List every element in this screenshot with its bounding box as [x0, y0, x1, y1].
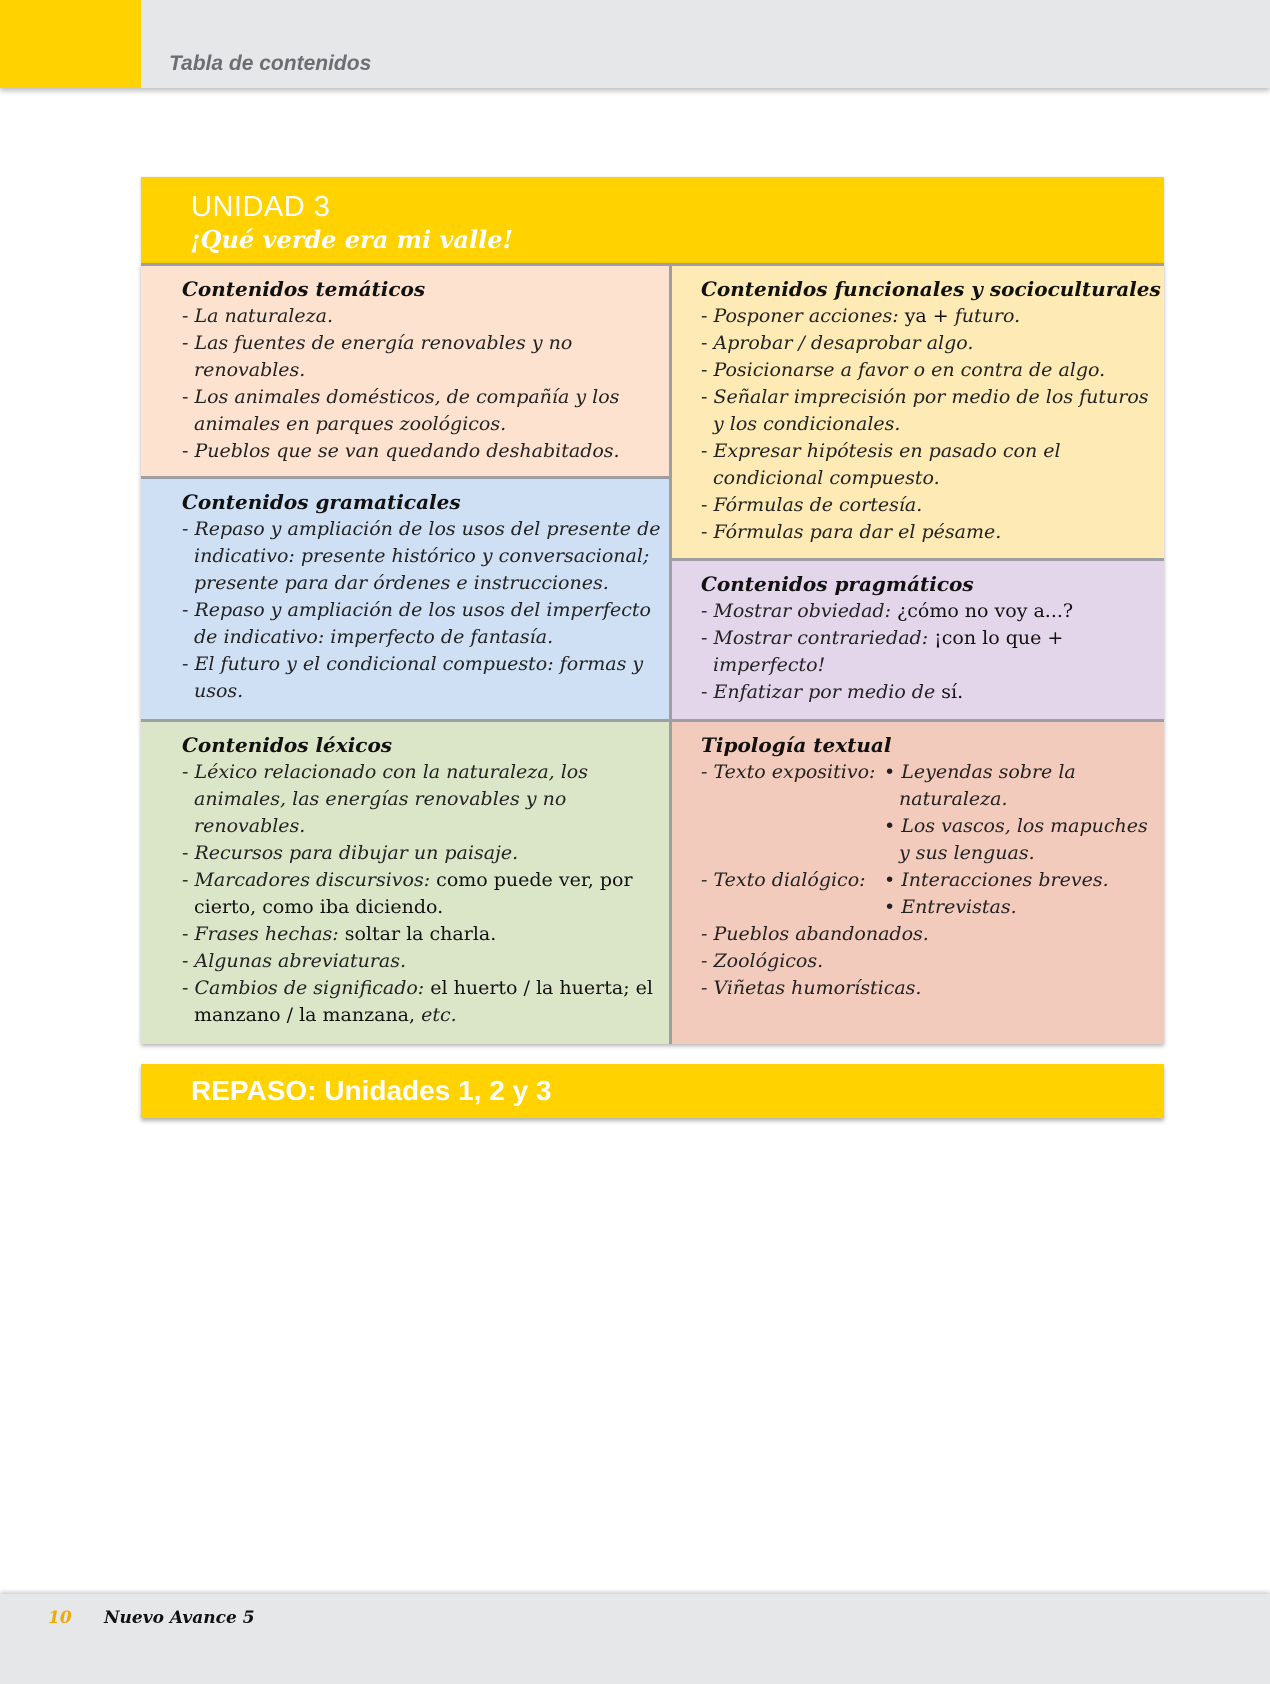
item-text: Léxico relacionado con la naturaleza, los animales, las energías renovables y no renovables. [194, 761, 588, 837]
list-item [701, 330, 1164, 357]
dialogico-list [884, 867, 1164, 921]
list-item [701, 357, 1164, 384]
list-item [182, 921, 669, 948]
item-text: Fórmulas para dar el pésame. [713, 521, 1002, 543]
list-item [182, 867, 669, 921]
item-text: Fórmulas de cortesía. [713, 494, 923, 516]
lexicos-list [182, 759, 669, 1029]
expositivo-row [701, 759, 1164, 867]
list-item [182, 759, 669, 840]
item-value: sí. [941, 681, 964, 703]
page-footer [0, 1594, 1270, 1684]
list-item: - Los animales domésticos, de compañía y los animales en parques zoológicos. [182, 384, 669, 438]
item-label: Mostrar obviedad: [713, 600, 891, 622]
item-label: Enfatizar por medio de [713, 681, 936, 703]
section-title: Tabla de contenidos [169, 52, 372, 75]
list-item: - Zoológicos. [701, 950, 824, 972]
lexicos-title: Contenidos léxicos [182, 733, 393, 757]
list-item [701, 519, 1164, 546]
dialogico-row [701, 867, 1164, 921]
item-value: soltar la charla. [344, 923, 497, 945]
funcionales-section [672, 266, 1164, 558]
list-item [182, 975, 669, 1029]
pragmaticos-list [701, 598, 1164, 706]
item-value: ¿cómo no voy a...? [897, 600, 1074, 622]
item-text: Posicionarse a favor o en contra de algo. [713, 359, 1106, 381]
tematicos-list [182, 303, 669, 465]
item-value: el huerto / la huerta; el manzano / la manzana, [194, 977, 653, 1026]
unit-number: UNIDAD 3 [191, 191, 331, 223]
item-tail: futuro. [954, 305, 1021, 327]
gramaticales-title: Contenidos gramaticales [182, 490, 461, 514]
tipologia-title: Tipología textual [701, 733, 892, 757]
unit-header [141, 177, 1164, 263]
item-label: Frases hechas: [194, 923, 339, 945]
item-text: Recursos para dibujar un paisaje. [194, 842, 519, 864]
pragmaticos-title: Contenidos pragmáticos [701, 572, 974, 596]
list-item: - Las fuentes de energía renovables y no renovables. [182, 330, 669, 384]
tipologia-others [701, 921, 1164, 1002]
list-item: • Entrevistas. [884, 894, 1164, 921]
list-item [182, 948, 669, 975]
list-item: - El futuro y el condicional compuesto: formas y usos. [182, 651, 669, 705]
header-accent-tab [0, 0, 141, 88]
list-item: - Pueblos que se van quedando deshabitados. [182, 438, 669, 465]
list-item: - Repaso y ampliación de los usos del imperfecto de indicativo: imperfecto de fantasía. [182, 597, 669, 651]
page-number: 10 [48, 1608, 72, 1628]
list-item: - La naturaleza. [182, 303, 669, 330]
tipologia-section [672, 722, 1164, 1044]
repaso-label: REPASO: Unidades 1, 2 y 3 [191, 1075, 552, 1106]
item-text: Expresar hipótesis en pasado con el condicional compuesto. [713, 440, 1061, 489]
book-title: Nuevo Avance 5 [104, 1608, 255, 1628]
list-item [701, 625, 1164, 679]
item-value: ¡con lo que + [934, 627, 1064, 649]
list-item [701, 598, 1164, 625]
expositivo-label: - Texto expositivo: [701, 761, 876, 783]
list-item: - Viñetas humorísticas. [701, 977, 922, 999]
gramaticales-section [141, 479, 669, 719]
item-label: Marcadores discursivos: [194, 869, 431, 891]
list-item: • Leyendas sobre la naturaleza. [884, 759, 1164, 813]
tematicos-title: Contenidos temáticos [182, 277, 426, 301]
page-header [0, 0, 1270, 88]
funcionales-list [701, 303, 1164, 546]
gramaticales-list [182, 516, 669, 705]
item-label: Cambios de significado: [194, 977, 425, 999]
repaso-banner [141, 1064, 1164, 1118]
tematicos-section [141, 266, 669, 476]
list-item [701, 492, 1164, 519]
item-label: Mostrar contrariedad: [713, 627, 929, 649]
item-tail: imperfecto! [713, 654, 826, 676]
list-item [182, 840, 669, 867]
expositivo-list [884, 759, 1164, 867]
list-item: • Interacciones breves. [884, 867, 1164, 894]
list-item [701, 303, 1164, 330]
lexicos-section [141, 722, 669, 1044]
item-text: Señalar imprecisión por medio de los futuros y los condicionales. [713, 386, 1149, 435]
list-item [701, 438, 1164, 492]
item-value: como puede ver, por cierto, como iba diciendo. [194, 869, 633, 918]
item-value: ya + [904, 305, 949, 327]
dialogico-label: - Texto dialógico: [701, 869, 866, 891]
list-item: - Repaso y ampliación de los usos del presente de indicativo: presente histórico y conversacional; presente para dar órdenes e instrucciones. [182, 516, 669, 597]
list-item: - Pueblos abandonados. [701, 923, 929, 945]
item-label: Posponer acciones: [713, 305, 899, 327]
pragmaticos-section [672, 561, 1164, 719]
list-item [701, 679, 1164, 706]
list-item [701, 384, 1164, 438]
funcionales-title: Contenidos funcionales y socioculturales [701, 277, 1161, 301]
item-tail: etc. [421, 1004, 457, 1026]
contents-table [141, 263, 1164, 1044]
list-item: • Los vascos, los mapuches y sus lenguas. [884, 813, 1164, 867]
item-text: Algunas abreviaturas. [194, 950, 407, 972]
item-text: Aprobar / desaprobar algo. [713, 332, 974, 354]
unit-title: ¡Qué verde era mi valle! [190, 225, 514, 254]
